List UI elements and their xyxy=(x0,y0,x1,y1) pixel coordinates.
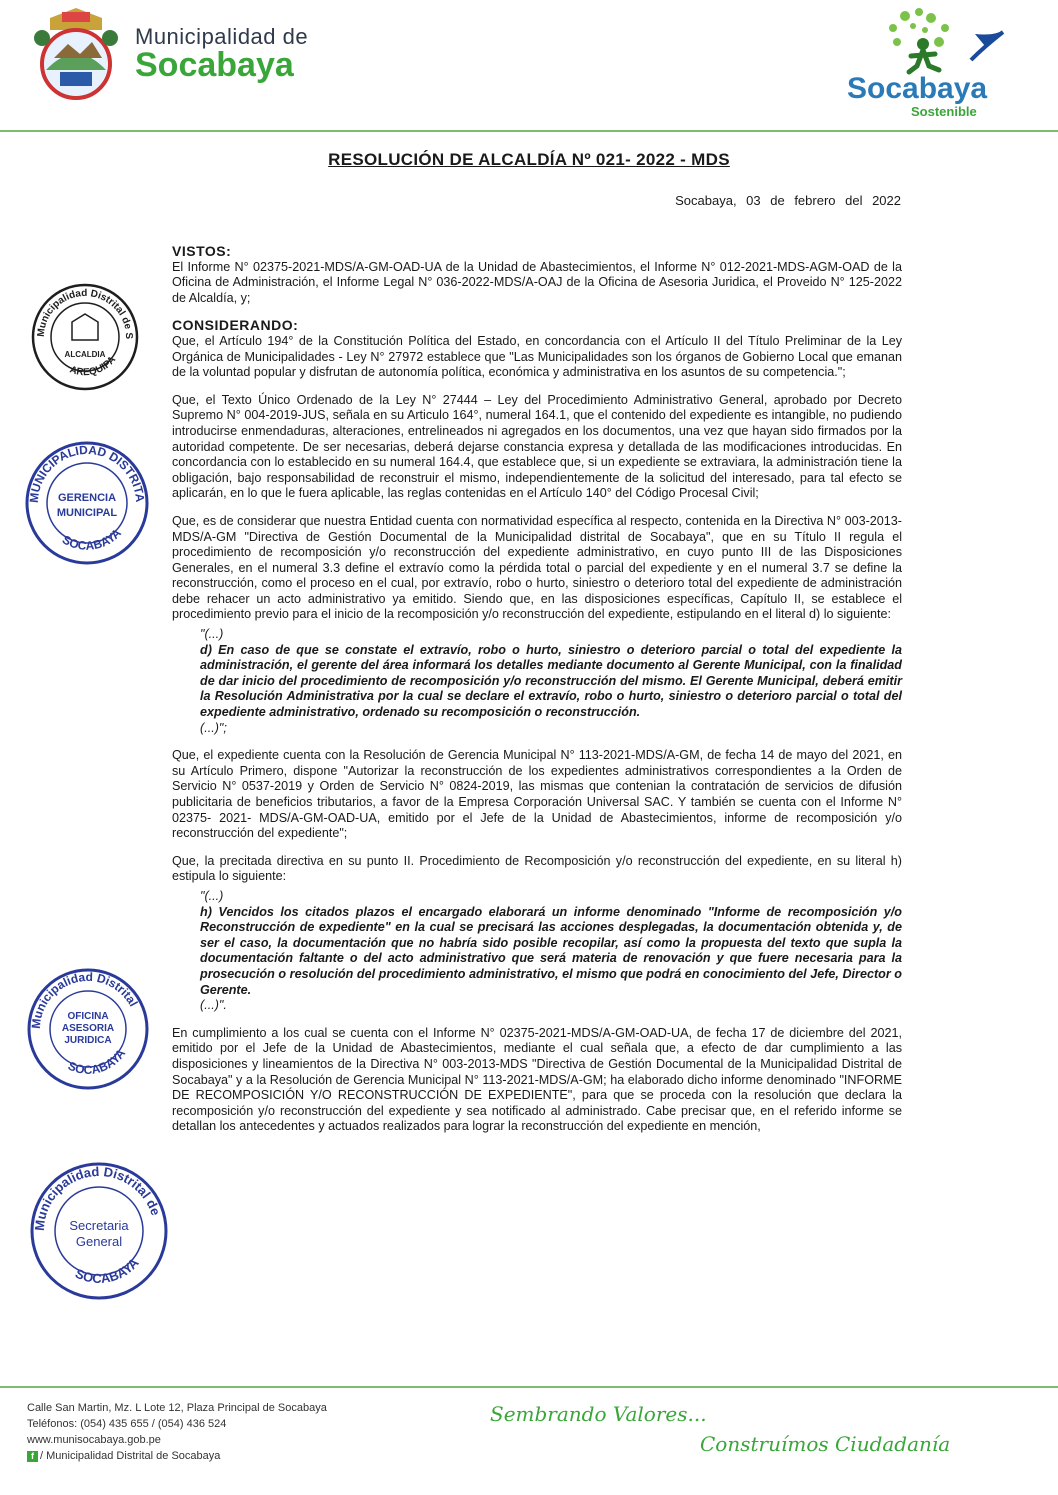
brand-name-text: Socabaya xyxy=(847,72,988,105)
paragraph-6: En cumplimiento a los cual se cuenta con el Informe N° 02375-2021-MDS/A-GM-OAD-UA, de fecha 17 de diciembre del 2021, emitido por el Jefe de la Unidad de Abastecimientos, mediante el cual señala que, a efecto de dar cumplimiento a las disposiciones y lineamientos de la Directiva N° 003-2013-MDS "Directiva de Gestión Documental de la Municipalidad Distrital de Socabaya" y a la Resolución de Gerencia Municipal N° 113-2021-MDS/A-GM; ha elaborado dicho informe denominado "INFORME DE RECOMPOSICIÓN Y/O RECONSTRUCCIÓN DE EXPEDIENTE", para que se proceda con la resolución que declara la recomposición y/o reconstrucción del expediente y sea notificado al administrado. Cabe precisar que, en el referido informe se detallan los antecedentes y actuados realizados para lograr la reconstrucción del expediente en mención, xyxy=(172,1025,902,1134)
alcaldia-stamp xyxy=(30,282,140,397)
svg-text:SOCABAYA xyxy=(66,1046,128,1077)
stamp-text-bottom: SOCABAYA xyxy=(65,1046,129,1077)
stamp-text-bottom: SOCABAYA xyxy=(73,1255,142,1287)
quote-literal-h xyxy=(200,889,902,1014)
quote-text: h) Vencidos los citados plazos el encargado elaborará un informe denominado "Informe de recomposición y/o Reconstrucción de expediente" en la cual se precisará las acciones desplegadas, la documentación obtenida y, de ser el caso, la documentación que no habría sido posible recopilar, así como la propuesta del texto que supla la documentación faltante o del acto administrativo que será materia de renovación y que fuere necesaria para la prosecución o resolución del procedimiento administrativo, el mismo que podrá en conocimiento del Jefe, Director o Gerente. xyxy=(200,904,902,997)
quote-close: (...)"; xyxy=(200,720,227,735)
stamp-text-top: MUNICIPALIDAD DISTRITA xyxy=(26,442,148,504)
stamp-text-bottom: AREQUIPA xyxy=(68,354,119,379)
brand-tagline-text: Sostenible xyxy=(911,104,977,119)
municipality-line1: Municipalidad de xyxy=(135,24,309,49)
stamp-text-top: Municipalidad Distrital xyxy=(28,969,141,1030)
quote-literal-d xyxy=(200,627,902,736)
footer-website: www.munisocabaya.gob.pe xyxy=(27,1434,161,1446)
stamp-text-bottom: SOCABAYA xyxy=(59,525,124,553)
footer-slogan-1: Sembrando Valores... xyxy=(490,1402,707,1426)
resolution-title: RESOLUCIÓN DE ALCALDÍA Nº 021- 2022 - MDS xyxy=(328,150,730,169)
quote-close: (...)". xyxy=(200,998,227,1013)
stamp-text-top: Municipalidad Distrital de xyxy=(31,1163,164,1232)
paragraph-4: Que, el expediente cuenta con la Resolución de Gerencia Municipal N° 113-2021-MDS/A-GM, de fecha 14 de mayo del 2021, en su Artículo Primero, dispone "Autorizar la reconstrucción de los expedientes administrativos correspondientes a la Orden de Servicio N° 0537-2019 y Orden de Servicio N° 0824-2019, las mismas que contenian la contratación de servicios de difusión publicitaria de beneficios tributarios, a favor de la Empresa Corporación Universal SAC. Y también se cuenta con el Informe N° 02375- 2021- MDS/A-GM-OAD-UA, emitido por el Jefe de la Unidad de Abastecimientos, informe de recomposición y/o reconstrucción del expediente"; xyxy=(172,748,902,841)
stamp-text-center-2: MUNICIPAL xyxy=(56,507,118,519)
facebook-icon: f xyxy=(27,1451,38,1462)
municipal-crest-logo xyxy=(30,8,122,100)
quote-open: "(...) xyxy=(200,888,224,903)
footer-phones: Teléfonos: (054) 435 655 / (054) 436 524 xyxy=(27,1418,227,1430)
footer-contact xyxy=(27,1400,327,1464)
paragraph-1: Que, el Artículo 194° de la Constitución Política del Estado, en concordancia con el Artículo II del Título Preliminar de la Ley Orgánica de Municipalidades - Ley N° 27972 establece que "Las Municipalidades son los órganos de Gobierno Local que emanan de la voluntad popular y disfrutan de autonomía política, económica y administrativa en los asuntos de su competencia."; xyxy=(172,333,902,380)
svg-text:SOCABAYA xyxy=(73,1255,142,1286)
asesoria-juridica-stamp xyxy=(24,965,152,1098)
footer-divider xyxy=(0,1386,1058,1388)
socabaya-sostenible-logo xyxy=(835,6,1010,124)
considerando-heading: CONSIDERANDO: xyxy=(172,317,299,334)
stamp-text-center: ALCALDIA xyxy=(64,350,106,359)
svg-text:SOCABAYA xyxy=(60,526,124,553)
paragraph-2: Que, el Texto Único Ordenado de la Ley N° 27444 – Ley del Procedimiento Administrativo General, aprobado por Decreto Supremo N° 004-2019-JUS, señala en su Articulo 164°, numeral 164.1, que el contenido del expediente es intangible, no pudiendo introducirse enmendaduras, alteraciones, entrelineados ni agregados en los documentos, una vez que hayan sido firmados por la autoridad competente. De ser necesarias, deberá dejarse constancia expresa y detallada de las modificaciones introducidas. En concordancia con lo establecido en su numeral 164.4, que establece que, si un expediente se extraviara, la administración tiene la obligación, bajo responsabilidad de reconstruir el mismo, independientemente de la solicitud del interesado, para tal efecto se aplicarán, en lo que le fuera aplicable, las reglas contenidas en el Artículo 140° del Código Procesal Civil; xyxy=(172,392,902,501)
paragraph-5: Que, la precitada directiva en su punto II. Procedimiento de Recomposición y/o reconstrucción del expediente, en su literal h) estipula lo siguiente: xyxy=(172,853,902,884)
header-divider xyxy=(0,130,1058,132)
vistos-heading: VISTOS: xyxy=(172,243,232,259)
stamp-text-center-1: Secretaria xyxy=(69,1218,129,1233)
stamp-text-center-1: GERENCIA xyxy=(57,492,117,504)
document-body xyxy=(172,244,902,1147)
municipality-line2: Socabaya xyxy=(135,46,294,84)
stamp-text-center-2: General xyxy=(75,1234,123,1249)
quote-open: "(...) xyxy=(200,627,224,642)
footer-facebook: / Municipalidad Distrital de Socabaya xyxy=(40,1450,221,1462)
footer-address: Calle San Martin, Mz. L Lote 12, Plaza Principal de Socabaya xyxy=(27,1402,327,1414)
stamp-text-center-3: JURIDICA xyxy=(64,1035,112,1046)
stamp-text-top: Municipalidad Distrital de S xyxy=(35,287,135,340)
paragraph-3: Que, es de considerar que nuestra Entidad cuenta con normatividad específica al respecto, contenida en la Directiva N° 003-2013-MDS/A-GM "Directiva de Gestión Documental de la Municipalidad distrital de Socabaya", que en su Título II regula el procedimiento de recomposición y/o reconstrucción del expediente administrativo, en cuyo punto III de las Disposiciones Generales, en el numeral 3.3 define el extravío como la pérdida total o parcial del expediente y en el numeral 3.7 se define la reconstrucción, como el proceso en el cual, por extravío, robo o hurto, siniestro o deterioro total del expediente de administración debe rehacer un acto administrativo ya emitido. Siendo que, en las disposiciones específicas, Capítulo II, se establece el procedimiento previo para el inicio de la recomposición y/o reconstrucción del expediente, estipulando en el literal d) lo siguiente: xyxy=(172,513,902,622)
secretaria-general-stamp xyxy=(26,1158,172,1309)
resolution-date: Socabaya, 03 de febrero del 2022 xyxy=(675,193,901,208)
vistos-text: El Informe N° 02375-2021-MDS/A-GM-OAD-UA de la Unidad de Abastecimientos, el Informe N° 012-2021-MDS-AGM-OAD de la Oficina de Administración, el Informe Legal N° 036-2022-MDS/A-OAJ de la Oficina de Asesoria Juridica, el Proveido N° 125-2022 de Alcaldía, y; xyxy=(172,259,902,305)
stamp-text-center-2: ASESORIA xyxy=(61,1023,115,1034)
footer-facebook-row xyxy=(27,1448,327,1464)
stamp-text-center-1: OFICINA xyxy=(67,1011,109,1022)
municipality-name xyxy=(135,24,308,85)
quote-text: d) En caso de que se constate el extravío, robo o hurto, siniestro o deterioro parcial o total del expediente la administración, el gerente del área informará los detalles mediante documento al Gerente Municipal, con la finalidad de dar inicio del procedimiento de recomposición y/o reconstrucción del mismo. El Gerente Municipal, deberá emitir la Resolución Administrativa por la cual se declare el extravío, robo o hurto, siniestro o deterioro parcial o total del expediente administrativo, ordenado su recomposición o reconstrucción. xyxy=(200,642,902,720)
footer-slogan-2: Construímos Ciudadanía xyxy=(700,1432,951,1456)
gerencia-stamp xyxy=(22,438,152,573)
